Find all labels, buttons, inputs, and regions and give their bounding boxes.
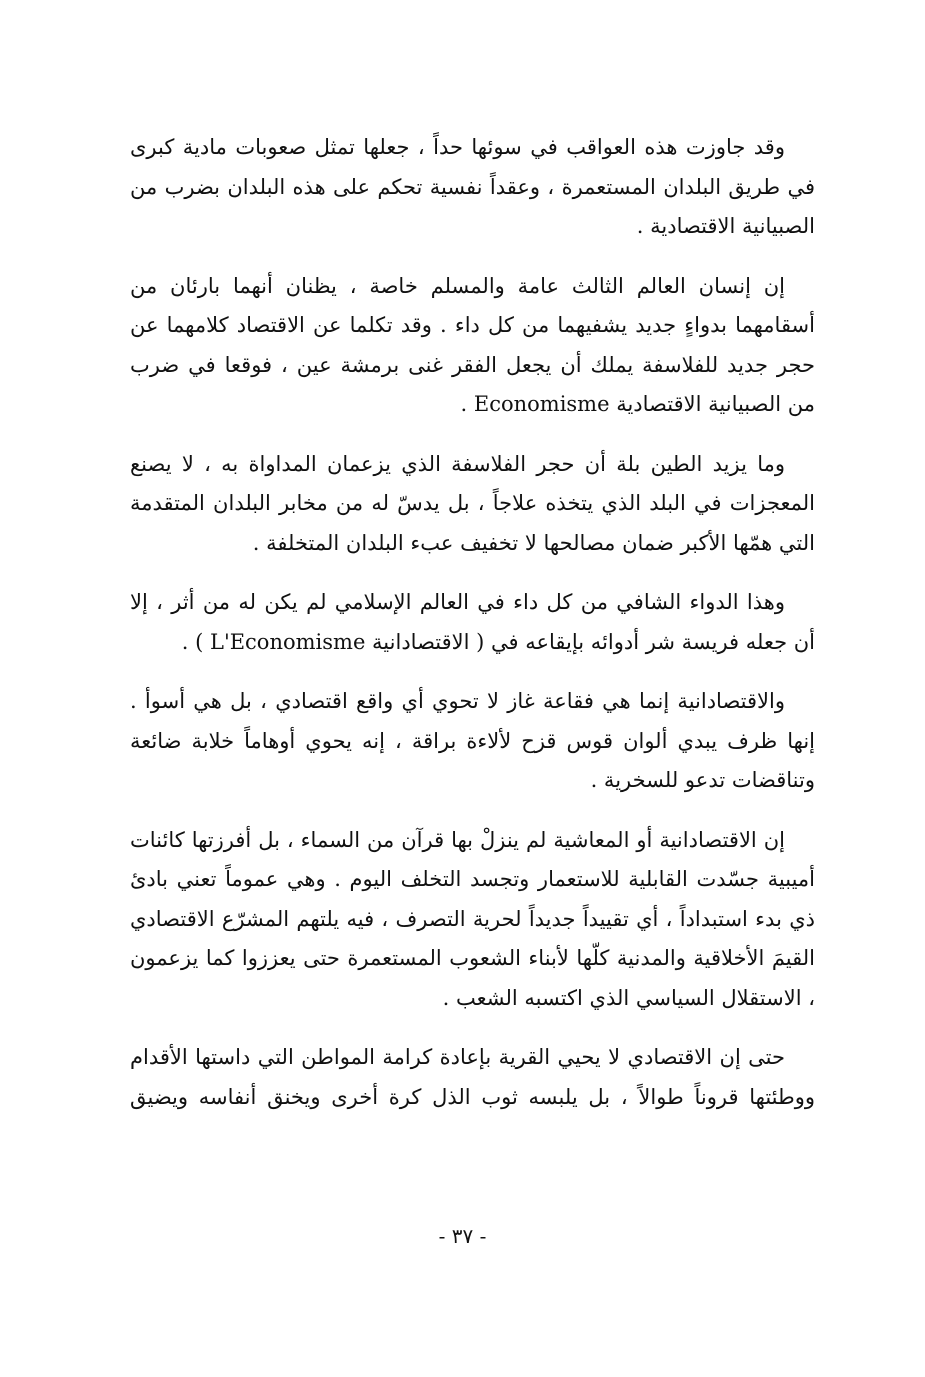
paragraph-1: وقد جاوزت هذه العواقب في سوئها حداً ، جعلها تمثل صعوبات مادية كبرى في طريق البلدان المستعمرة ، وعقداً نفسية تحكم على هذه البلدان بضرب من الصبيانية الاقتصادية . <box>130 135 815 238</box>
paragraph-6: إن الاقتصادانية أو المعاشية لم ينزلْ بها قرآن من السماء ، بل أفرزتها كائنات أميبية جسّدت القابلية للاستعمار وتجسد التخلف اليوم . وهي عموماً تعني بادئ ذي بدء استبداداً ، أي تقييداً جديداً لحرية التصرف ، فيه يلتهم المشرّع الاقتصادي القيمَ الأخلاقية والمدنية كلّها لأبناء الشعوب المستعمرة حتى يعززوا كما يزعمون ، الاستقلال السياسي الذي اكتسبه الشعب . <box>130 827 815 1010</box>
page-number: - ٣٧ - <box>438 1224 487 1248</box>
paragraph-3: وما يزيد الطين بلة أن حجر الفلاسفة الذي يزعمان المداواة به ، لا يصنع المعجزات في البلد الذي يتخذه علاجاً ، بل يدسّ له من مخابر البلدان المتقدمة التي همّها الأكبر ضمان مصالحها لا تخفيف عبء البلدان المتخلفة . <box>130 451 815 555</box>
paragraph-4: وهذا الدواء الشافي من كل داء في العالم الإسلامي لم يكن له من أثر ، إلا أن جعله فريسة شر أدوائه بإيقاعه في ( الاقتصادانية L'Economisme ) . <box>130 590 815 654</box>
paragraph-5: والاقتصادانية إنما هي فقاعة غاز لا تحوي أي واقع اقتصادي ، بل هي أسوأ . إنها ظرف يبدي ألوان قوس قزح لألاءة براقة ، إنه يحوي أوهاماً خلابة ضائعة وتناقضات تدعو للسخرية . <box>130 689 815 792</box>
paragraph-7: حتى إن الاقتصادي لا يحيي القرية بإعادة كرامة المواطن التي داستها الأقدام ووطئتها قروناً طوالاً ، بل يلبسه ثوب الذل كرة أخرى ويخنق أنفاسه ويضيق <box>130 1045 815 1109</box>
paragraph-2: إن إنسان العالم الثالث عامة والمسلم خاصة ، يظنان أنهما بارئان من أسقامهما بدواءٍ جديد يشفيهما من كل داء . وقد تكلما عن الاقتصاد كلامهما عن حجر جديد للفلاسفة يملك أن يجعل الفقر غنى برمشة عين ، فوقعا في ضرب من الصبيانية الاقتصادية Economisme . <box>130 273 815 416</box>
body-text <box>130 128 815 1137</box>
